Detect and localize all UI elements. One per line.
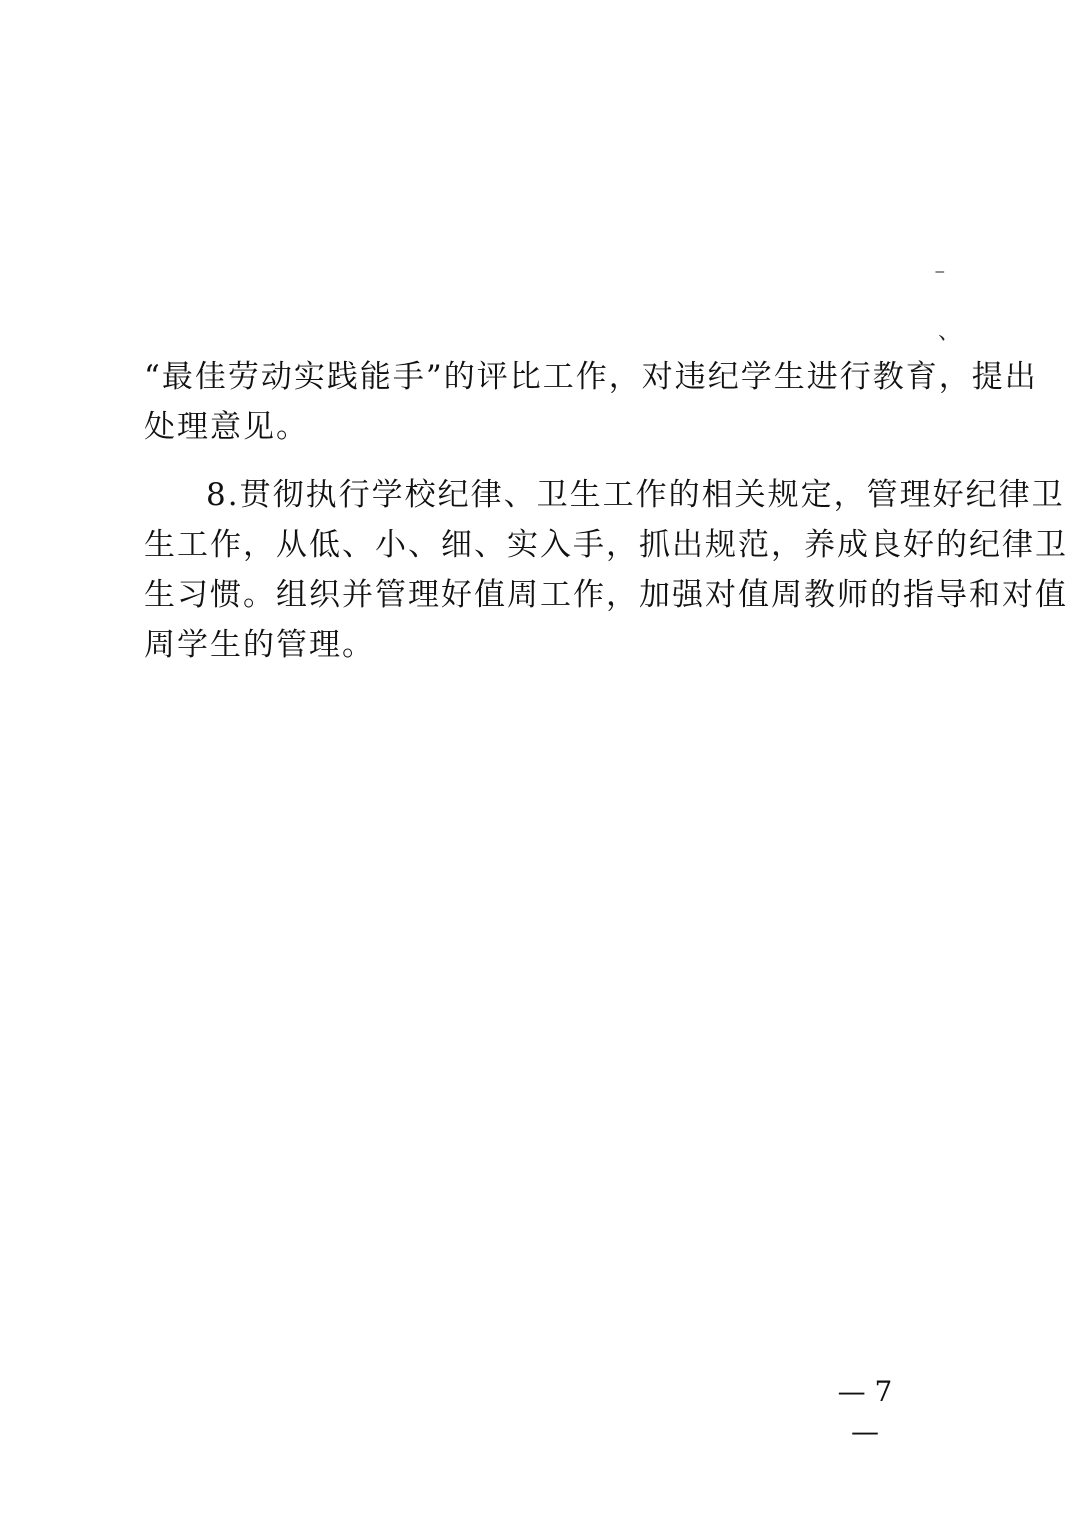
text-line: 处理意见。 <box>144 409 309 445</box>
text-line: 生习惯。组织并管理好值周工作，加强对值周教师的指导和对值 <box>144 577 1068 613</box>
paragraph-1 <box>144 352 1038 452</box>
body-text <box>144 352 1068 670</box>
text-line: 8.贯彻执行学校纪律、卫生工作的相关规定，管理好纪律卫 <box>206 477 1065 513</box>
paragraph-gap <box>144 452 944 470</box>
margin-mark: 、 <box>938 320 961 345</box>
margin-mark: ⁻ <box>934 264 946 289</box>
text-line: 周学生的管理。 <box>144 627 375 663</box>
page-number: — 7 — <box>837 1375 893 1448</box>
text-line: “最佳劳动实践能手”的评比工作，对违纪学生进行教育，提出 <box>144 359 1038 395</box>
text-line: 生工作，从低、小、细、实入手，抓出规范，养成良好的纪律卫 <box>144 527 1068 563</box>
paragraph-2 <box>144 470 1068 670</box>
